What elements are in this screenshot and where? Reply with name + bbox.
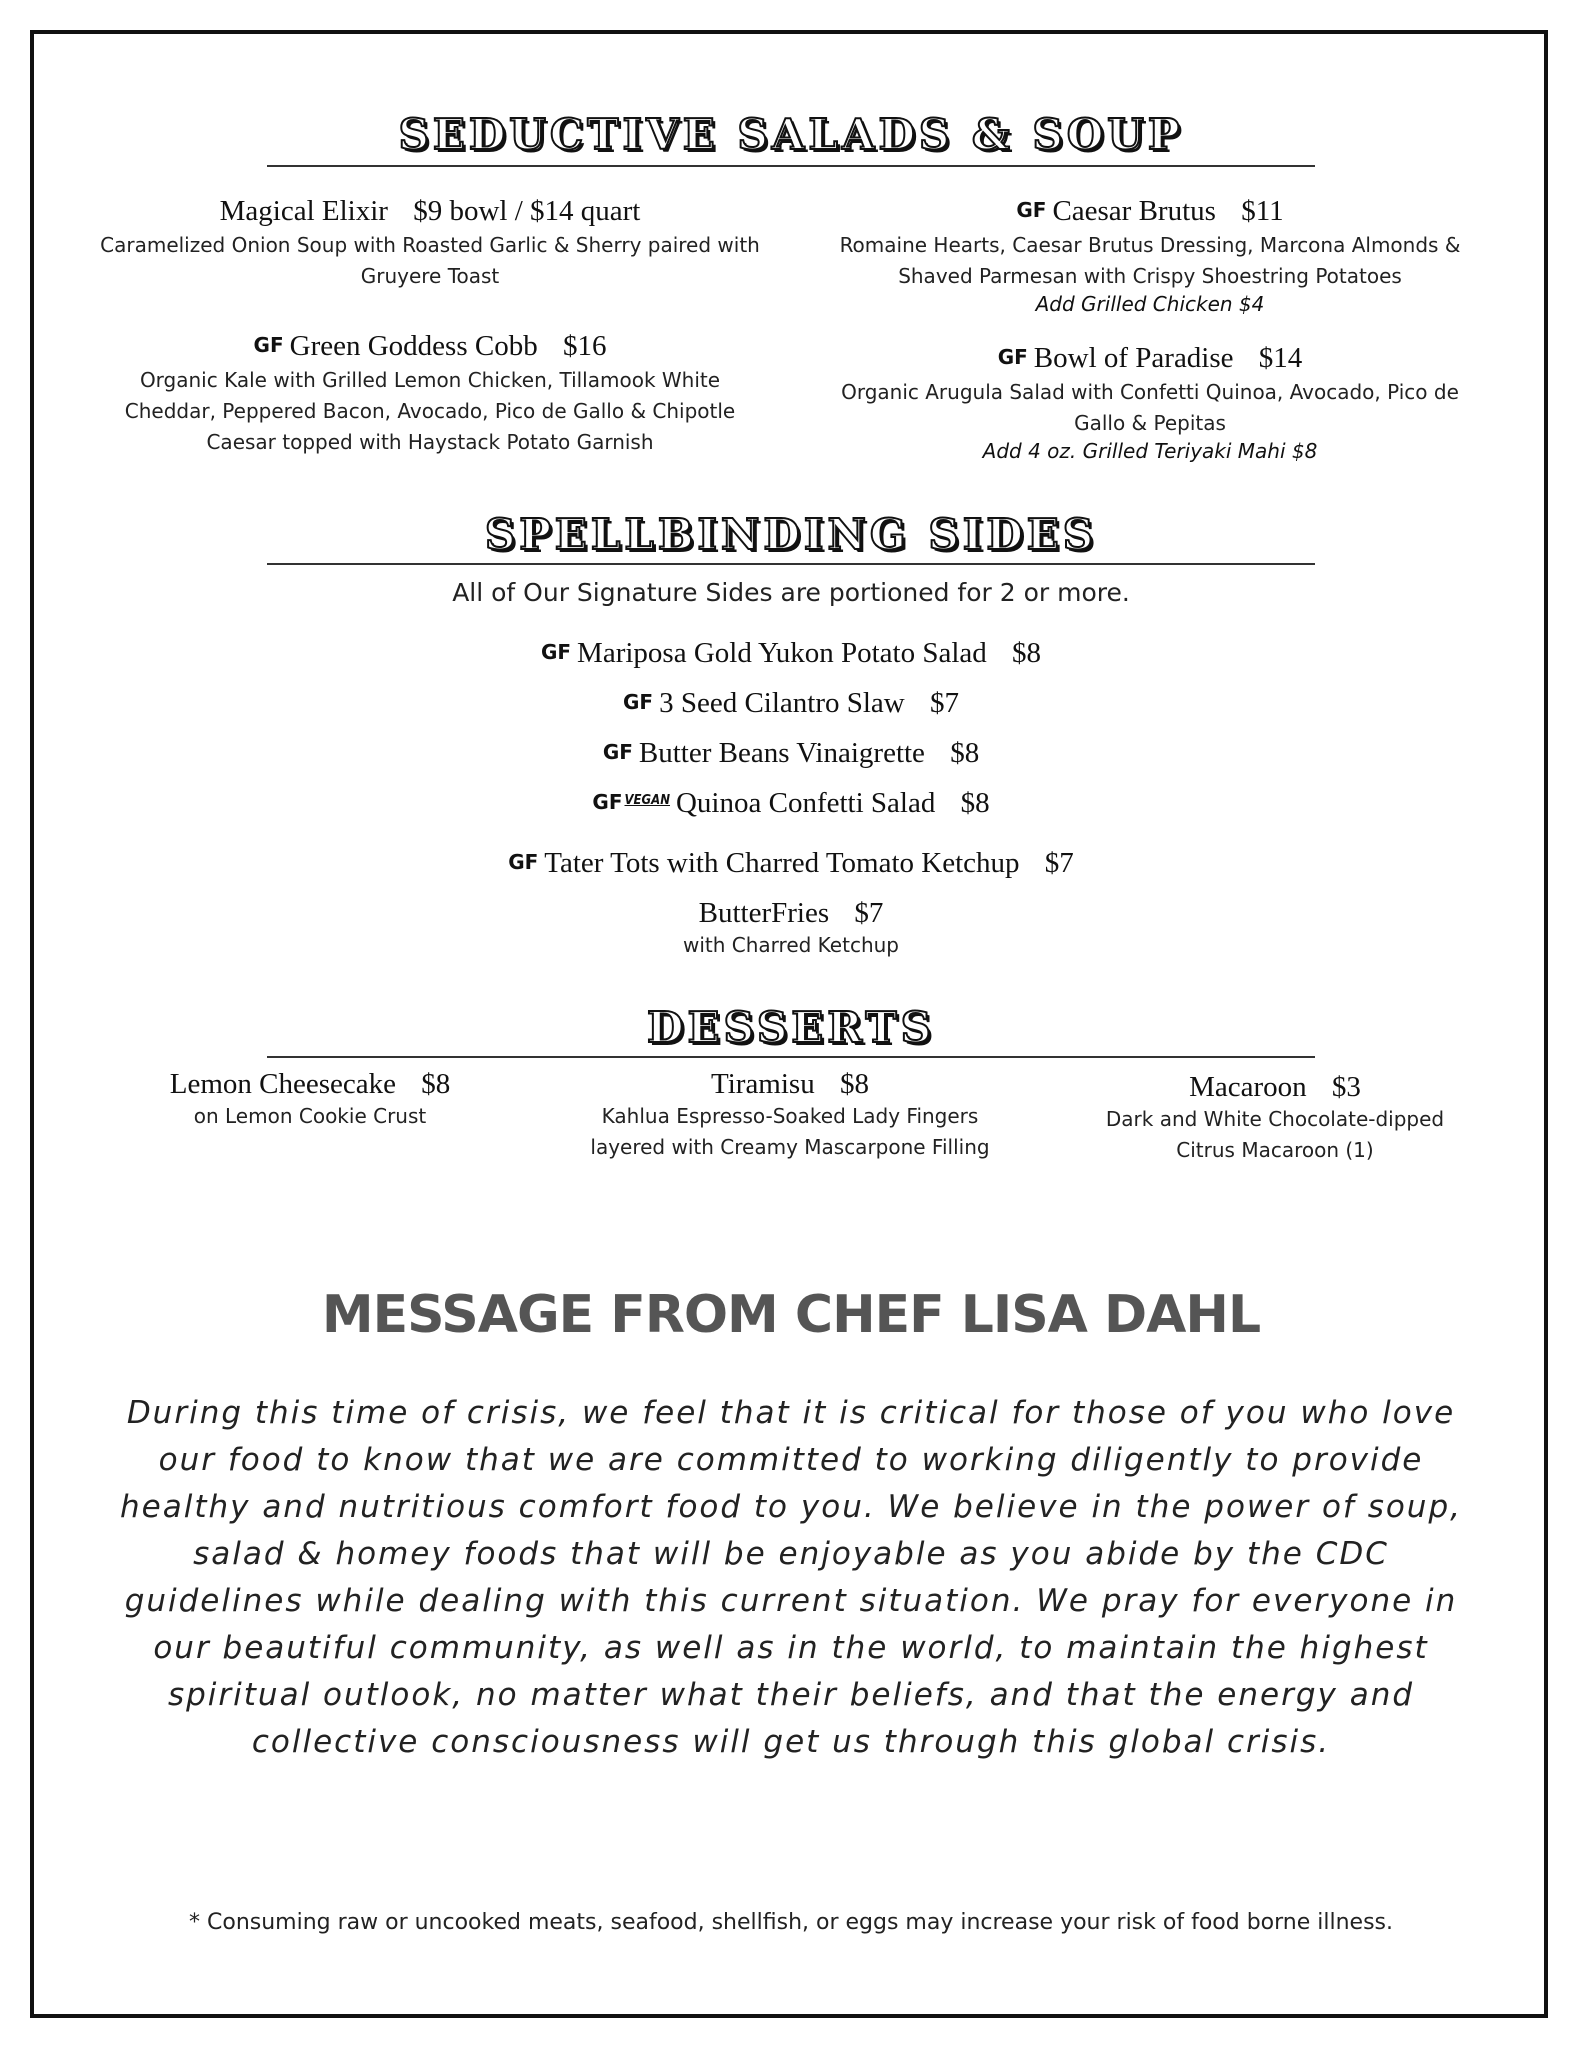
gluten-free-badge: GF: [508, 850, 539, 874]
gluten-free-badge: GF: [540, 640, 572, 664]
item-addon: Add Grilled Chicken $4: [1035, 292, 1265, 316]
sides-note: All of Our Signature Sides are portioned for 2 or more.: [452, 578, 1130, 607]
item-price: $7: [854, 897, 884, 929]
side-item-butter-beans: [0, 737, 1582, 770]
gluten-free-badge: GF: [602, 740, 633, 764]
item-description: Organic Arugula Salad with Confetti Quinoa, Avocado, Pico de Gallo & Pepitas: [841, 380, 1459, 435]
desserts-divider: [267, 1056, 1315, 1058]
dessert-item-tiramisu: [585, 1068, 995, 1163]
item-name: Tater Tots with Charred Tomato Ketchup: [544, 847, 1020, 879]
item-price: $11: [1241, 195, 1284, 227]
item-addon: Add 4 oz. Grilled Teriyaki Mahi $8: [982, 439, 1318, 463]
item-price: $7: [930, 687, 959, 719]
item-name: Bowl of Paradise: [1033, 342, 1234, 374]
vegan-badge: VEGAN: [624, 793, 670, 808]
side-item-tater-tots: [0, 847, 1582, 880]
food-safety-footnote: * Consuming raw or uncooked meats, seafood, shellfish, or eggs may increase your risk of food borne illness.: [189, 1910, 1393, 1935]
item-name: Quinoa Confetti Salad: [675, 787, 936, 819]
item-name: Tiramisu: [711, 1068, 815, 1100]
item-name: Mariposa Gold Yukon Potato Salad: [577, 637, 987, 669]
item-name: Macaroon: [1189, 1071, 1307, 1103]
item-name: 3 Seed Cilantro Slaw: [659, 687, 905, 719]
item-description: Organic Kale with Grilled Lemon Chicken, Tillamook White Cheddar, Peppered Bacon, Avocado, Pico de Gallo & Chipotle Caesar topped with Haystack Potato Garnish: [124, 368, 736, 454]
menu-item-green-goddess-cobb: [95, 330, 765, 458]
salads-divider: [267, 165, 1315, 167]
item-price: $7: [1044, 847, 1074, 879]
item-name: Butter Beans Vinaigrette: [638, 737, 925, 769]
gluten-free-badge: GF: [623, 690, 654, 714]
item-price: $14: [1258, 342, 1303, 374]
item-description: Kahlua Espresso-Soaked Lady Fingers layered with Creamy Mascarpone Filling: [590, 1104, 990, 1159]
dessert-item-lemon-cheesecake: [120, 1068, 500, 1132]
sides-section-title: SPELLBINDING SIDES: [484, 510, 1098, 559]
item-description: Dark and White Chocolate-dipped Citrus Macaroon (1): [1105, 1107, 1445, 1162]
item-price: $8: [839, 1068, 869, 1100]
gluten-free-badge: GF: [592, 790, 623, 814]
menu-item-magical-elixir: [95, 195, 765, 292]
item-price: $8: [1012, 637, 1042, 669]
item-price: $8: [960, 787, 990, 819]
item-description: with Charred Ketchup: [682, 933, 899, 957]
item-name: Lemon Cheesecake: [169, 1068, 396, 1100]
sides-divider: [267, 563, 1315, 565]
side-item-quinoa-confetti: [0, 787, 1582, 820]
desserts-section-title: DESSERTS: [647, 1003, 935, 1052]
item-description: on Lemon Cookie Crust: [193, 1104, 427, 1128]
side-item-butterfries: [0, 897, 1582, 961]
side-item-potato-salad: [0, 637, 1582, 670]
message-title: MESSAGE FROM CHEF LISA DAHL: [321, 1285, 1261, 1345]
dessert-item-macaroon: [1085, 1071, 1465, 1166]
item-price: $9 bowl / $14 quart: [413, 195, 641, 227]
item-price: $3: [1331, 1071, 1361, 1103]
item-price: $8: [421, 1068, 451, 1100]
side-item-cilantro-slaw: [0, 687, 1582, 720]
gluten-free-badge: GF: [997, 345, 1028, 369]
gluten-free-badge: GF: [253, 333, 284, 357]
salads-section-title: SEDUCTIVE SALADS & SOUP: [398, 110, 1184, 159]
item-name: Caesar Brutus: [1052, 195, 1216, 227]
menu-item-bowl-of-paradise: [820, 342, 1480, 463]
message-body: During this time of crisis, we feel that it is critical for those of you who love our food to know that we are committed to working diligently to provide healthy and nutritious comfort food to you. We believe in the power of soup, salad & homey foods that will be enjoyable as you abide by the CDC guidelines while dealing with this current situation. We pray for everyone in our beautiful community, as well as in the world, to maintain the highest spiritual outlook, no matter what their beliefs, and that the energy and collective consciousness will get us through this global crisis.: [119, 1395, 1462, 1760]
item-name: Magical Elixir: [219, 195, 388, 227]
item-name: Green Goddess Cobb: [289, 330, 538, 362]
item-description: Romaine Hearts, Caesar Brutus Dressing, Marcona Almonds & Shaved Parmesan with Crispy Shoestring Potatoes: [839, 233, 1461, 288]
item-price: $8: [950, 737, 980, 769]
menu-item-caesar-brutus: [820, 195, 1480, 316]
item-description: Caramelized Onion Soup with Roasted Garlic & Sherry paired with Gruyere Toast: [100, 233, 760, 288]
gluten-free-badge: GF: [1016, 198, 1047, 222]
item-name: ButterFries: [698, 897, 830, 929]
item-price: $16: [562, 330, 607, 362]
